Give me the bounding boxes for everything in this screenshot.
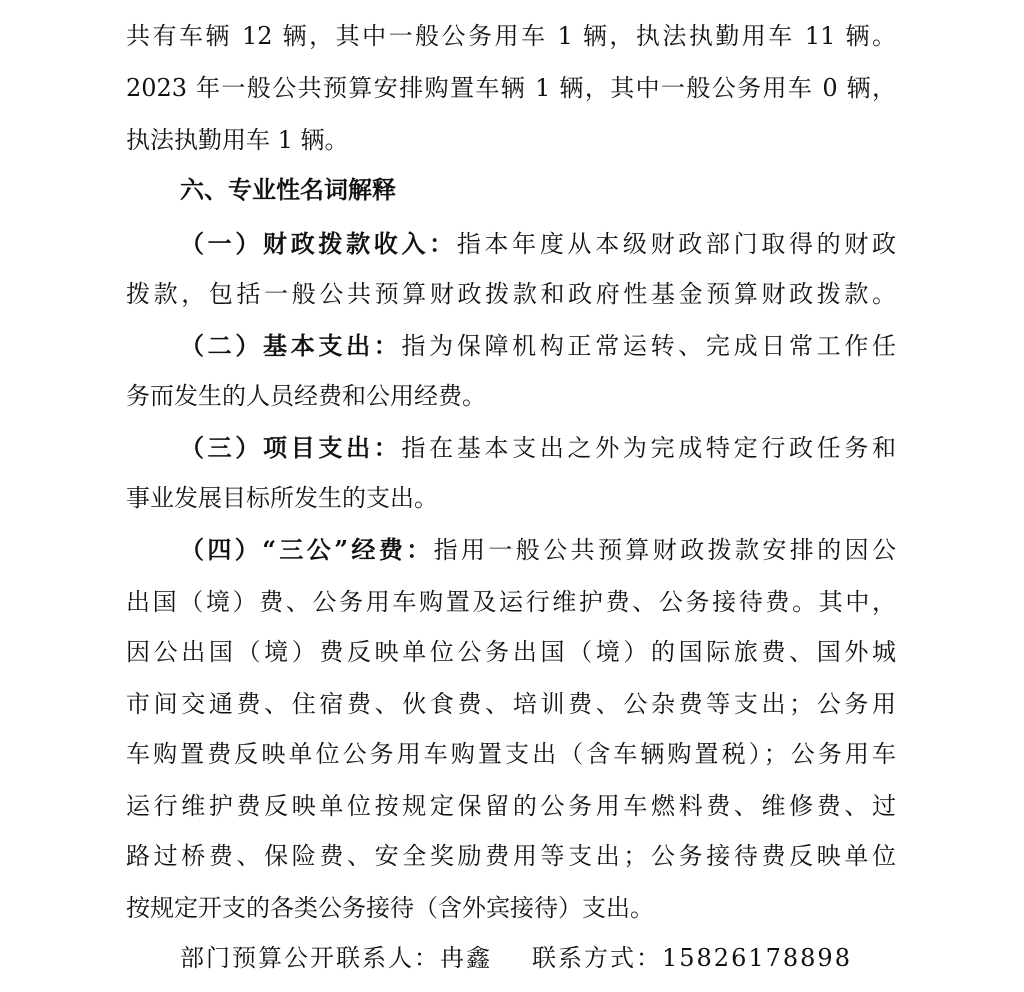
term-2-definition-start: 指为保障机构正常运转、完成日常工作任 [401, 332, 897, 360]
term-4-line-1 [180, 536, 896, 564]
term-3-definition-start: 指在基本支出之外为完成特定行政任务和 [401, 434, 897, 462]
contact-line [180, 944, 852, 972]
term-2-name: （二）基本支出： [180, 331, 402, 360]
section-title: 六、专业性名词解释 [180, 175, 396, 204]
term-3-line-1 [180, 434, 896, 462]
vehicles-line-2: 2023 年一般公共预算安排购置车辆 1 辆，其中一般公务用车 0 辆， [126, 74, 896, 102]
term-4-line-5: 车购置费反映单位公务用车购置支出（含车辆购置税）；公务用车 [126, 740, 896, 768]
contact-phone: 15826178898 [662, 944, 852, 972]
term-4-definition-start: 指用一般公共预算财政拨款安排的因公 [433, 536, 897, 564]
term-3-name: （三）项目支出： [180, 433, 402, 462]
vehicles-line-1: 共有车辆 12 辆，其中一般公务用车 1 辆，执法执勤用车 11 辆。 [126, 22, 896, 50]
contact-person-label: 部门预算公开联系人： [180, 944, 440, 972]
term-4-line-2: 出国（境）费、公务用车购置及运行维护费、公务接待费。其中， [126, 588, 896, 616]
term-2-line-1 [180, 332, 896, 360]
vehicles-line-3: 执法执勤用车 1 辆。 [126, 126, 349, 154]
term-4-line-7: 路过桥费、保险费、安全奖励费用等支出；公务接待费反映单位 [126, 842, 896, 870]
term-4-line-6: 运行维护费反映单位按规定保留的公务用车燃料费、维修费、过 [126, 792, 896, 820]
term-4-line-8: 按规定开支的各类公务接待（含外宾接待）支出。 [126, 894, 654, 922]
term-1-line-2: 拨款，包括一般公共预算财政拨款和政府性基金预算财政拨款。 [126, 280, 896, 308]
contact-method-label: 联系方式： [532, 944, 662, 972]
term-2-line-2: 务而发生的人员经费和公用经费。 [126, 382, 486, 410]
term-1-name: （一）财政拨款收入： [180, 229, 457, 258]
term-1-line-1 [180, 230, 896, 258]
term-4-line-4: 市间交通费、住宿费、伙食费、培训费、公杂费等支出；公务用 [126, 690, 896, 718]
term-4-name: （四）“三公”经费： [180, 535, 434, 564]
term-4-line-3: 因公出国（境）费反映单位公务出国（境）的国际旅费、国外城 [126, 638, 896, 666]
term-1-definition-start: 指本年度从本级财政部门取得的财政 [456, 230, 897, 258]
contact-person: 冉鑫 [440, 944, 492, 972]
term-3-line-2: 事业发展目标所发生的支出。 [126, 484, 438, 512]
